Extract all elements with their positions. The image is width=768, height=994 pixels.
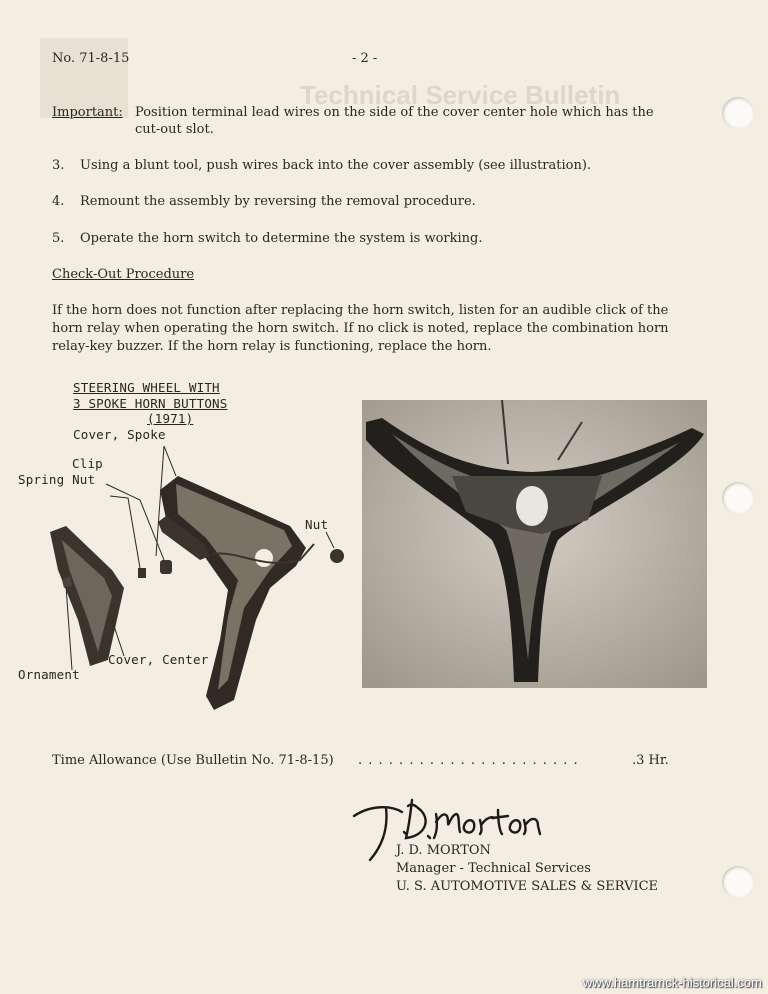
- checkout-heading: Check-Out Procedure: [52, 267, 195, 282]
- clip-part: [160, 560, 172, 574]
- steering-wheel-photo: [362, 400, 707, 688]
- important-line-1: Position terminal lead wires on the side of the cover center hole which has the: [135, 105, 654, 120]
- label-cover-spoke: Cover, Spoke: [73, 427, 166, 442]
- spring-nut-leader-line: [110, 496, 140, 568]
- spoke-leader-line: [164, 446, 176, 476]
- step-text: Using a blunt tool, push wires back into the cover assembly (see illustration).: [80, 158, 592, 173]
- label-clip: Clip: [72, 456, 103, 471]
- page-number: - 2 -: [352, 51, 378, 66]
- time-allowance-label: Time Allowance (Use Bulletin No. 71-8-15): [52, 753, 334, 768]
- checkout-line: If the horn does not function after replacing the horn switch, listen for an audible click of the: [52, 303, 669, 318]
- punch-hole: [722, 482, 754, 514]
- illustration-title-1: STEERING WHEEL WITH: [73, 380, 220, 395]
- label-spring-nut: Spring Nut: [18, 472, 96, 487]
- step-text: Operate the horn switch to determine the system is working.: [80, 231, 483, 246]
- label-ornament: Ornament: [18, 667, 80, 682]
- step-text: Remount the assembly by reversing the removal procedure.: [80, 194, 476, 209]
- horn-bulb: [516, 486, 548, 526]
- bulletin-number: No. 71-8-15: [52, 51, 130, 66]
- spoke-cover-hole: [255, 549, 273, 567]
- signer-organization: U. S. AUTOMOTIVE SALES & SERVICE: [396, 879, 659, 894]
- label-cover-center: Cover, Center: [108, 652, 209, 667]
- steering-wheel-graphic: [362, 400, 707, 688]
- label-nut: Nut: [305, 517, 329, 532]
- show-through-text: Technical Service Bulletin: [300, 80, 621, 110]
- step-number: 3.: [52, 158, 65, 173]
- step-number: 5.: [52, 231, 65, 246]
- checkout-line: relay-key buzzer. If the horn relay is functioning, replace the horn.: [52, 339, 492, 354]
- time-allowance-value: .3 Hr.: [632, 753, 669, 768]
- step-number: 4.: [52, 194, 65, 209]
- illustration-year: (1971): [147, 411, 194, 426]
- nut-part: [330, 549, 344, 563]
- punch-hole: [722, 97, 754, 129]
- site-watermark: www.hamtramck-historical.com: [582, 975, 762, 990]
- punch-hole: [722, 866, 754, 898]
- spring-nut-part: [138, 568, 146, 578]
- clip-leader-line: [106, 484, 164, 560]
- time-allowance-leader: . . . . . . . . . . . . . . . . . . . . . .: [358, 753, 579, 768]
- checkout-line: horn relay when operating the horn switch. If no click is noted, replace the combination horn: [52, 321, 669, 336]
- nut-leader-line: [326, 532, 334, 548]
- important-label: Important:: [52, 105, 123, 120]
- signer-title: Manager - Technical Services: [396, 861, 591, 876]
- exploded-view-illustration: [0, 420, 360, 740]
- illustration-title-2: 3 SPOKE HORN BUTTONS: [73, 396, 228, 411]
- signer-name: J. D. MORTON: [396, 843, 491, 858]
- important-line-2: cut-out slot.: [135, 122, 214, 137]
